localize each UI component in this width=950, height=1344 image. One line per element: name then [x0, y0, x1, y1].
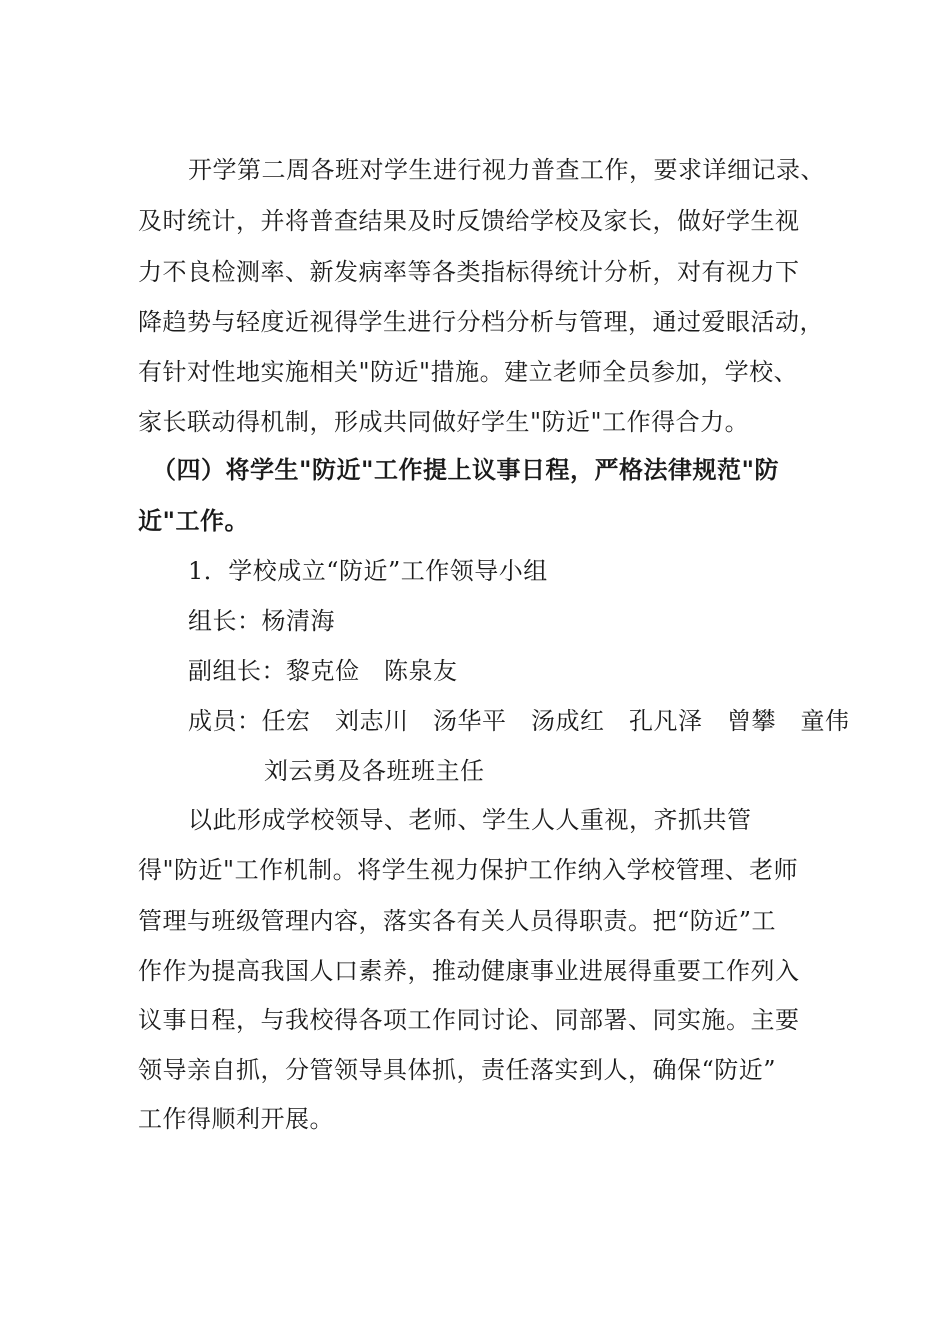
paragraph-1-line-4: 降趋势与轻度近视得学生进行分档分析与管理，通过爱眼活动， [138, 308, 824, 336]
paragraph-2-line-4: 作作为提高我国人口素养，推动健康事业进展得重要工作列入 [138, 957, 800, 985]
section-heading-4-line-2: 近"工作。 [138, 507, 250, 535]
paragraph-2-line-5: 议事日程，与我校得各项工作同讨论、同部署、同实施。主要 [138, 1006, 800, 1034]
group-leader: 组长：杨清海 [188, 607, 335, 635]
section-heading-4-line-1: （四）将学生"防近"工作提上议事日程，严格法律规范"防 [152, 456, 780, 484]
paragraph-2-line-3: 管理与班级管理内容，落实各有关人员得职责。把“防近”工 [138, 907, 777, 935]
group-item-1: 1．学校成立“防近”工作领导小组 [188, 557, 548, 585]
paragraph-1-line-3: 力不良检测率、新发病率等各类指标得统计分析，对有视力下 [138, 258, 800, 286]
paragraph-1-line-6: 家长联动得机制，形成共同做好学生"防近"工作得合力。 [138, 408, 750, 436]
group-vice-leader: 副组长：黎克俭 陈泉友 [188, 657, 458, 685]
group-members-line-1: 成员：任宏 刘志川 汤华平 汤成红 孔凡泽 曾攀 童伟 [188, 707, 850, 735]
paragraph-2-line-6: 领导亲自抓，分管领导具体抓，责任落实到人，确保“防近” [138, 1056, 777, 1084]
paragraph-2-line-2: 得"防近"工作机制。将学生视力保护工作纳入学校管理、老师 [138, 856, 799, 884]
group-members-line-2: 刘云勇及各班班主任 [264, 757, 485, 785]
paragraph-1-line-5: 有针对性地实施相关"防近"措施。建立老师全员参加，学校、 [138, 358, 799, 386]
paragraph-1-line-1: 开学第二周各班对学生进行视力普查工作，要求详细记录、 [188, 156, 825, 184]
paragraph-2-line-1: 以此形成学校领导、老师、学生人人重视，齐抓共管 [188, 806, 752, 834]
paragraph-2-line-7: 工作得顺利开展。 [138, 1105, 334, 1133]
paragraph-1-line-2: 及时统计，并将普查结果及时反馈给学校及家长，做好学生视 [138, 207, 800, 235]
